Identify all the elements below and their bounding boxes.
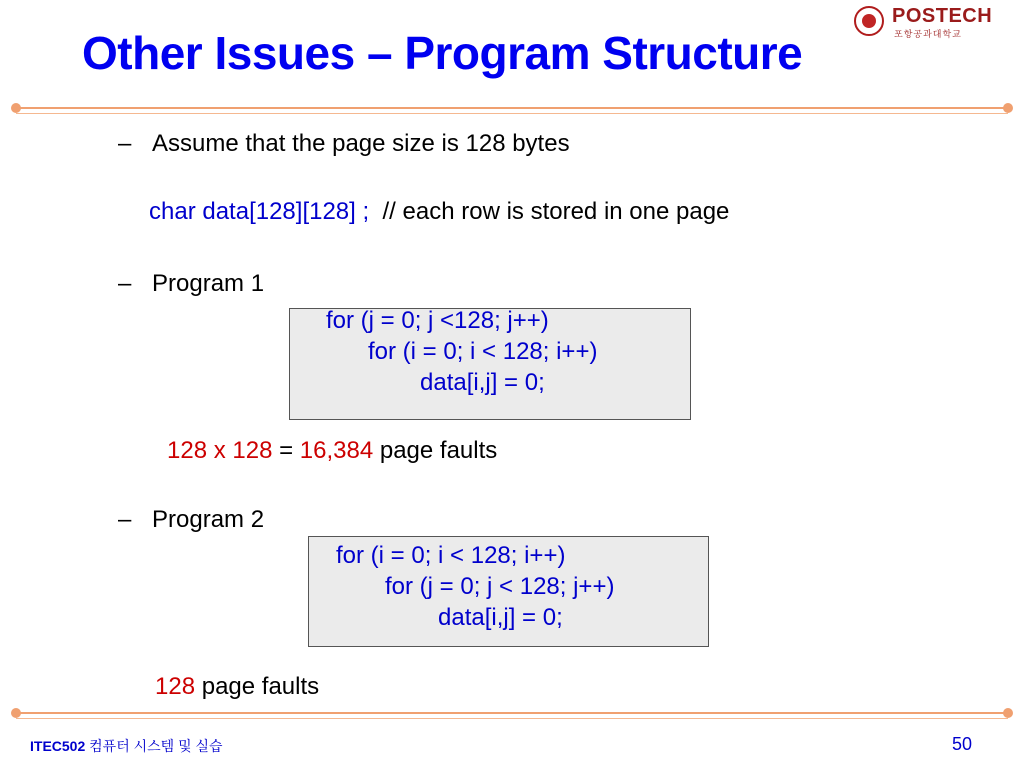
program-2-line-1: for (i = 0; i < 128; i++) [336, 542, 566, 569]
program-1-result [167, 437, 497, 465]
postech-logo [854, 5, 994, 39]
bullet-page-size [118, 130, 570, 158]
bullet-program-2 [118, 506, 264, 534]
result-1-label: page faults [379, 437, 498, 464]
bullet-text: Program 2 [152, 506, 265, 533]
logo-subtitle: 포항공과대학교 [894, 29, 962, 39]
bullet-program-1 [118, 270, 264, 298]
bottom-divider-thin [16, 718, 1008, 719]
bottom-divider [16, 712, 1008, 714]
footer-course [30, 736, 223, 756]
program-2-result [155, 673, 319, 701]
result-1-equals: = [279, 437, 294, 464]
footer-course-code: ITEC502 [30, 738, 86, 754]
result-2-label: page faults [201, 673, 320, 700]
program-1-line-2: for (i = 0; i < 128; i++) [368, 338, 598, 365]
declaration-code: char data[128][128] ; [149, 198, 370, 225]
declaration-comment: // each row is stored in one page [382, 198, 730, 225]
footer-course-name: 컴퓨터 시스템 및 실습 [89, 738, 223, 754]
program-1-line-1: for (j = 0; j <128; j++) [326, 307, 549, 334]
bullet-text: Program 1 [152, 270, 265, 297]
top-divider-thin [16, 113, 1008, 114]
bullet-dash: – [118, 270, 132, 297]
program-2-line-3: data[i,j] = 0; [438, 604, 563, 631]
page-number: 50 [951, 734, 972, 754]
bullet-dash: – [118, 130, 132, 157]
result-2-value: 128 [155, 673, 196, 700]
result-1-value: 16,384 [299, 437, 374, 464]
bullet-text: Assume that the page size is 128 bytes [152, 130, 570, 157]
declaration-line [149, 198, 729, 226]
bullet-dash: – [118, 506, 132, 533]
program-1-line-3: data[i,j] = 0; [420, 369, 545, 396]
program-2-line-2: for (j = 0; j < 128; j++) [385, 573, 615, 600]
result-1-expression: 128 x 128 [167, 437, 273, 464]
top-divider [16, 107, 1008, 109]
postech-seal-icon [854, 6, 884, 36]
slide-title: Other Issues – Program Structure [82, 27, 803, 79]
logo-brand: POSTECH [892, 5, 993, 27]
